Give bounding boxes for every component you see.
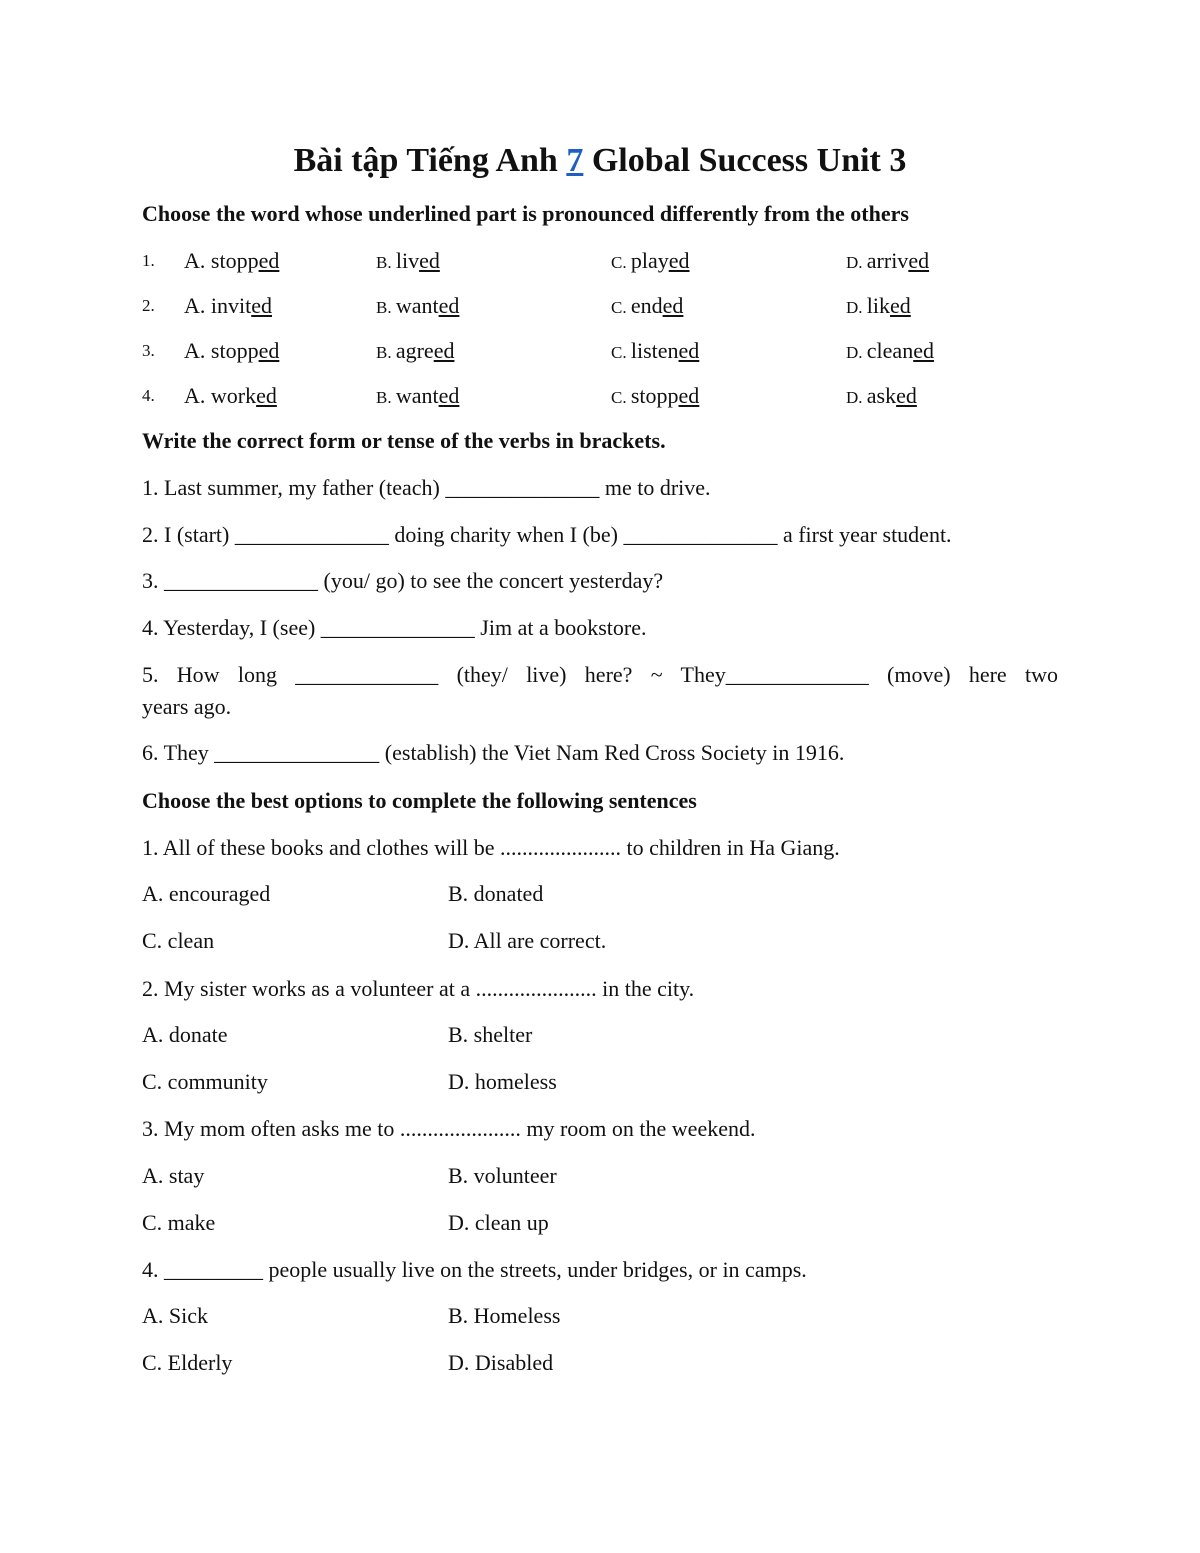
pron-option-d: D. liked xyxy=(846,293,911,318)
pron-option-c: C. ended xyxy=(611,293,684,318)
page-title xyxy=(0,138,1200,184)
pron-option-b: B. lived xyxy=(376,248,440,273)
title-suffix: Global Success Unit 3 xyxy=(583,142,907,179)
mcq-option-d: D. clean up xyxy=(448,1210,549,1235)
section1-heading: Choose the word whose underlined part is pronounced differently from the others xyxy=(142,201,909,226)
mcq-question-4: 4. _________ people usually live on the streets, under bridges, or in camps. xyxy=(142,1257,807,1282)
title-link[interactable]: 7 xyxy=(566,142,584,179)
pron-option-b: B. wanted xyxy=(376,383,460,408)
verb-item-3: 3. ______________ (you/ go) to see the concert yesterday? xyxy=(142,568,664,593)
mcq-option-d: D. All are correct. xyxy=(448,928,607,953)
pron-option-c: C. listened xyxy=(611,338,700,363)
mcq-option-b: B. Homeless xyxy=(448,1303,561,1328)
mcq-option-c: C. community xyxy=(142,1069,268,1094)
verb-item-1: 1. Last summer, my father (teach) ______________ me to drive. xyxy=(142,475,711,500)
section2-heading: Write the correct form or tense of the verbs in brackets. xyxy=(142,428,666,453)
pron-option-a: A. invited xyxy=(184,293,272,318)
pron-row-4 xyxy=(142,381,1058,411)
pron-row-num: 2. xyxy=(142,296,155,315)
pron-option-d: D. cleaned xyxy=(846,338,934,363)
mcq-option-a: A. Sick xyxy=(142,1303,208,1328)
pron-row-num: 3. xyxy=(142,341,155,360)
pron-option-a: A. stopped xyxy=(184,338,280,363)
mcq-option-a: A. donate xyxy=(142,1022,228,1047)
mcq-option-b: B. shelter xyxy=(448,1022,533,1047)
verb-item-5: 5. How long _____________ (they/ live) here? ~ They_____________ (move) here two xyxy=(142,662,1058,687)
mcq-option-b: B. donated xyxy=(448,881,544,906)
mcq-question-3: 3. My mom often asks me to ...................... my room on the weekend. xyxy=(142,1116,756,1141)
pron-option-c: C. played xyxy=(611,248,690,273)
pron-row-num: 4. xyxy=(142,386,155,405)
mcq-option-c: C. Elderly xyxy=(142,1350,233,1375)
pron-option-a: A. stopped xyxy=(184,248,280,273)
mcq-option-d: D. homeless xyxy=(448,1069,557,1094)
pron-row-num: 1. xyxy=(142,251,155,270)
verb-item-2: 2. I (start) ______________ doing charity when I (be) ______________ a first year student. xyxy=(142,522,952,547)
mcq-option-c: C. make xyxy=(142,1210,216,1235)
pron-row-3 xyxy=(142,336,1058,366)
pron-row-2 xyxy=(142,291,1058,321)
mcq-option-a: A. stay xyxy=(142,1163,205,1188)
verb-item-4: 4. Yesterday, I (see) ______________ Jim at a bookstore. xyxy=(142,615,647,640)
pron-row-1 xyxy=(142,246,1058,276)
section3-heading: Choose the best options to complete the following sentences xyxy=(142,788,697,813)
mcq-option-c: C. clean xyxy=(142,928,215,953)
mcq-option-b: B. volunteer xyxy=(448,1163,557,1188)
pron-option-d: D. arrived xyxy=(846,248,930,273)
verb-item-6: 6. They _______________ (establish) the Viet Nam Red Cross Society in 1916. xyxy=(142,740,845,765)
mcq-question-1: 1. All of these books and clothes will be ...................... to children in Ha Giang. xyxy=(142,835,840,860)
title-prefix: Bài tập Tiếng Anh xyxy=(293,142,567,179)
pron-option-d: D. asked xyxy=(846,383,917,408)
verb-item-5-continued: years ago. xyxy=(142,694,232,719)
pron-option-a: A. worked xyxy=(184,383,277,408)
mcq-option-d: D. Disabled xyxy=(448,1350,554,1375)
pron-option-b: B. wanted xyxy=(376,293,460,318)
mcq-option-a: A. encouraged xyxy=(142,881,271,906)
pron-option-c: C. stopped xyxy=(611,383,700,408)
pron-option-b: B. agreed xyxy=(376,338,455,363)
mcq-question-2: 2. My sister works as a volunteer at a ...................... in the city. xyxy=(142,976,695,1001)
